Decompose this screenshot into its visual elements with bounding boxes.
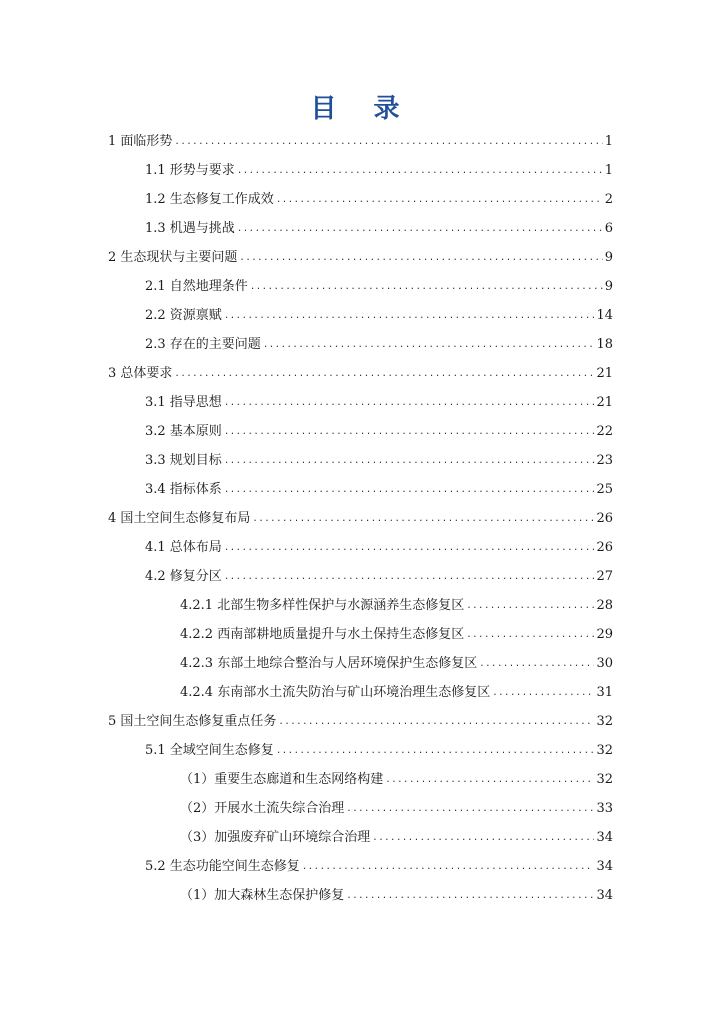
dot-leader — [385, 770, 594, 790]
toc-entry-page-number: 29 — [596, 627, 613, 642]
toc-entry[interactable] — [145, 161, 613, 181]
dot-leader — [237, 219, 603, 239]
dot-leader — [250, 277, 603, 297]
dot-leader — [479, 654, 594, 674]
toc-entry[interactable] — [145, 567, 613, 587]
toc-entry[interactable] — [145, 538, 613, 558]
toc-entry[interactable] — [145, 857, 613, 877]
toc-entry[interactable] — [180, 799, 613, 819]
dot-leader — [278, 712, 594, 732]
toc-entry-label: （3）加强废弃矿山环境综合治理 — [180, 830, 371, 845]
dot-leader — [224, 480, 595, 500]
toc-entry[interactable] — [145, 219, 613, 239]
toc-entry-label: 3.1 指导思想 — [145, 395, 222, 410]
dot-leader — [466, 625, 594, 645]
toc-entry-page-number: 26 — [596, 511, 613, 526]
dot-leader — [276, 190, 603, 210]
toc-entry-page-number: 14 — [596, 308, 613, 323]
toc-entry-label: 3.3 规划目标 — [145, 453, 222, 468]
dot-leader — [174, 364, 594, 384]
toc-entry-page-number: 21 — [596, 395, 613, 410]
dot-leader — [466, 596, 594, 616]
toc-entry-page-number: 34 — [596, 830, 613, 845]
toc-entry[interactable] — [180, 654, 613, 674]
toc-entry-page-number: 23 — [596, 453, 613, 468]
toc-entry-label: 1.2 生态修复工作成效 — [145, 192, 274, 207]
page-title: 目 录 — [310, 94, 414, 124]
toc-entry-label: （1）加大森林生态保护修复 — [180, 888, 345, 903]
toc-entry-label: （1）重要生态廊道和生态网络构建 — [180, 772, 384, 787]
dot-leader — [224, 538, 595, 558]
toc-entry[interactable] — [180, 770, 613, 790]
toc-entry[interactable] — [145, 451, 613, 471]
toc-entry[interactable] — [145, 422, 613, 442]
toc-entry-label: 2 生态现状与主要问题 — [108, 250, 238, 265]
toc-entry-page-number: 32 — [596, 743, 613, 758]
toc-entry-label: 4.2 修复分区 — [145, 569, 222, 584]
toc-entry[interactable] — [180, 886, 613, 906]
toc-entry-label: 5.1 全域空间生态修复 — [145, 743, 274, 758]
toc-entry[interactable] — [145, 335, 613, 355]
toc-entry-label: 4.2.3 东部土地综合整治与人居环境保护生态修复区 — [180, 656, 478, 671]
dot-leader — [174, 132, 602, 152]
toc-entry-page-number: 33 — [596, 801, 613, 816]
dot-leader — [263, 335, 595, 355]
toc-entry-label: 4.2.2 西南部耕地质量提升与水土保持生态修复区 — [180, 627, 465, 642]
toc-entry[interactable] — [180, 625, 613, 645]
toc-entry-label: 4.1 总体布局 — [145, 540, 222, 555]
toc-entry-page-number: 30 — [596, 656, 613, 671]
dot-leader — [302, 857, 595, 877]
toc-entry[interactable] — [108, 364, 613, 384]
toc-entry-page-number: 18 — [596, 337, 613, 352]
toc-entry[interactable] — [145, 190, 613, 210]
toc-entry-page-number: 9 — [604, 250, 613, 265]
dot-leader — [276, 741, 595, 761]
toc-entry[interactable] — [108, 712, 613, 732]
toc-entry-label: （2）开展水土流失综合治理 — [180, 801, 345, 816]
dot-leader — [224, 567, 595, 587]
toc-entry-label: 5.2 生态功能空间生态修复 — [145, 859, 300, 874]
toc-entry[interactable] — [145, 306, 613, 326]
toc-entry[interactable] — [180, 596, 613, 616]
dot-leader — [224, 306, 595, 326]
toc-entry-page-number: 6 — [604, 221, 613, 236]
toc-entry-label: 4.2.4 东南部水土流失防治与矿山环境治理生态修复区 — [180, 685, 491, 700]
toc-entry[interactable] — [180, 683, 613, 703]
toc-entry-label: 2.3 存在的主要问题 — [145, 337, 261, 352]
dot-leader — [252, 509, 594, 529]
toc-entry-page-number: 22 — [596, 424, 613, 439]
toc-entry-page-number: 31 — [596, 685, 613, 700]
toc-entry-label: 1 面临形势 — [108, 134, 173, 149]
toc-entry-page-number: 34 — [596, 859, 613, 874]
toc-entry-label: 2.2 资源禀赋 — [145, 308, 222, 323]
dot-leader — [346, 886, 594, 906]
dot-leader — [224, 451, 595, 471]
toc-entry-page-number: 2 — [604, 192, 613, 207]
toc-entry-page-number: 32 — [596, 714, 613, 729]
toc-entry-label: 1.1 形势与要求 — [145, 163, 235, 178]
toc-entry-label: 4 国土空间生态修复布局 — [108, 511, 251, 526]
toc-entry-page-number: 26 — [596, 540, 613, 555]
toc-entry[interactable] — [108, 132, 613, 152]
toc-entry-label: 3.2 基本原则 — [145, 424, 222, 439]
toc-entry-page-number: 1 — [604, 163, 613, 178]
toc-entry[interactable] — [145, 741, 613, 761]
toc-entry-page-number: 9 — [604, 279, 613, 294]
toc-entry-label: 2.1 自然地理条件 — [145, 279, 248, 294]
toc-entry[interactable] — [108, 248, 613, 268]
toc-entry-label: 3.4 指标体系 — [145, 482, 222, 497]
toc-entry-page-number: 27 — [596, 569, 613, 584]
dot-leader — [224, 393, 595, 413]
toc-entry[interactable] — [145, 277, 613, 297]
toc-entry-page-number: 1 — [604, 134, 613, 149]
toc-entry-label: 3 总体要求 — [108, 366, 173, 381]
toc-entry-page-number: 32 — [596, 772, 613, 787]
dot-leader — [346, 799, 594, 819]
toc-entry-page-number: 28 — [596, 598, 613, 613]
toc-entry[interactable] — [145, 480, 613, 500]
dot-leader — [492, 683, 594, 703]
toc-entry[interactable] — [145, 393, 613, 413]
dot-leader — [372, 828, 594, 848]
toc-entry-page-number: 25 — [596, 482, 613, 497]
dot-leader — [237, 161, 603, 181]
dot-leader — [224, 422, 595, 442]
dot-leader — [239, 248, 602, 268]
toc-entry-page-number: 34 — [596, 888, 613, 903]
toc-entry[interactable] — [180, 828, 613, 848]
toc-entry-label: 5 国土空间生态修复重点任务 — [108, 714, 277, 729]
toc-entry-label: 1.3 机遇与挑战 — [145, 221, 235, 236]
toc-entry-label: 4.2.1 北部生物多样性保护与水源涵养生态修复区 — [180, 598, 465, 613]
toc-entry-page-number: 21 — [596, 366, 613, 381]
toc-entry[interactable] — [108, 509, 613, 529]
